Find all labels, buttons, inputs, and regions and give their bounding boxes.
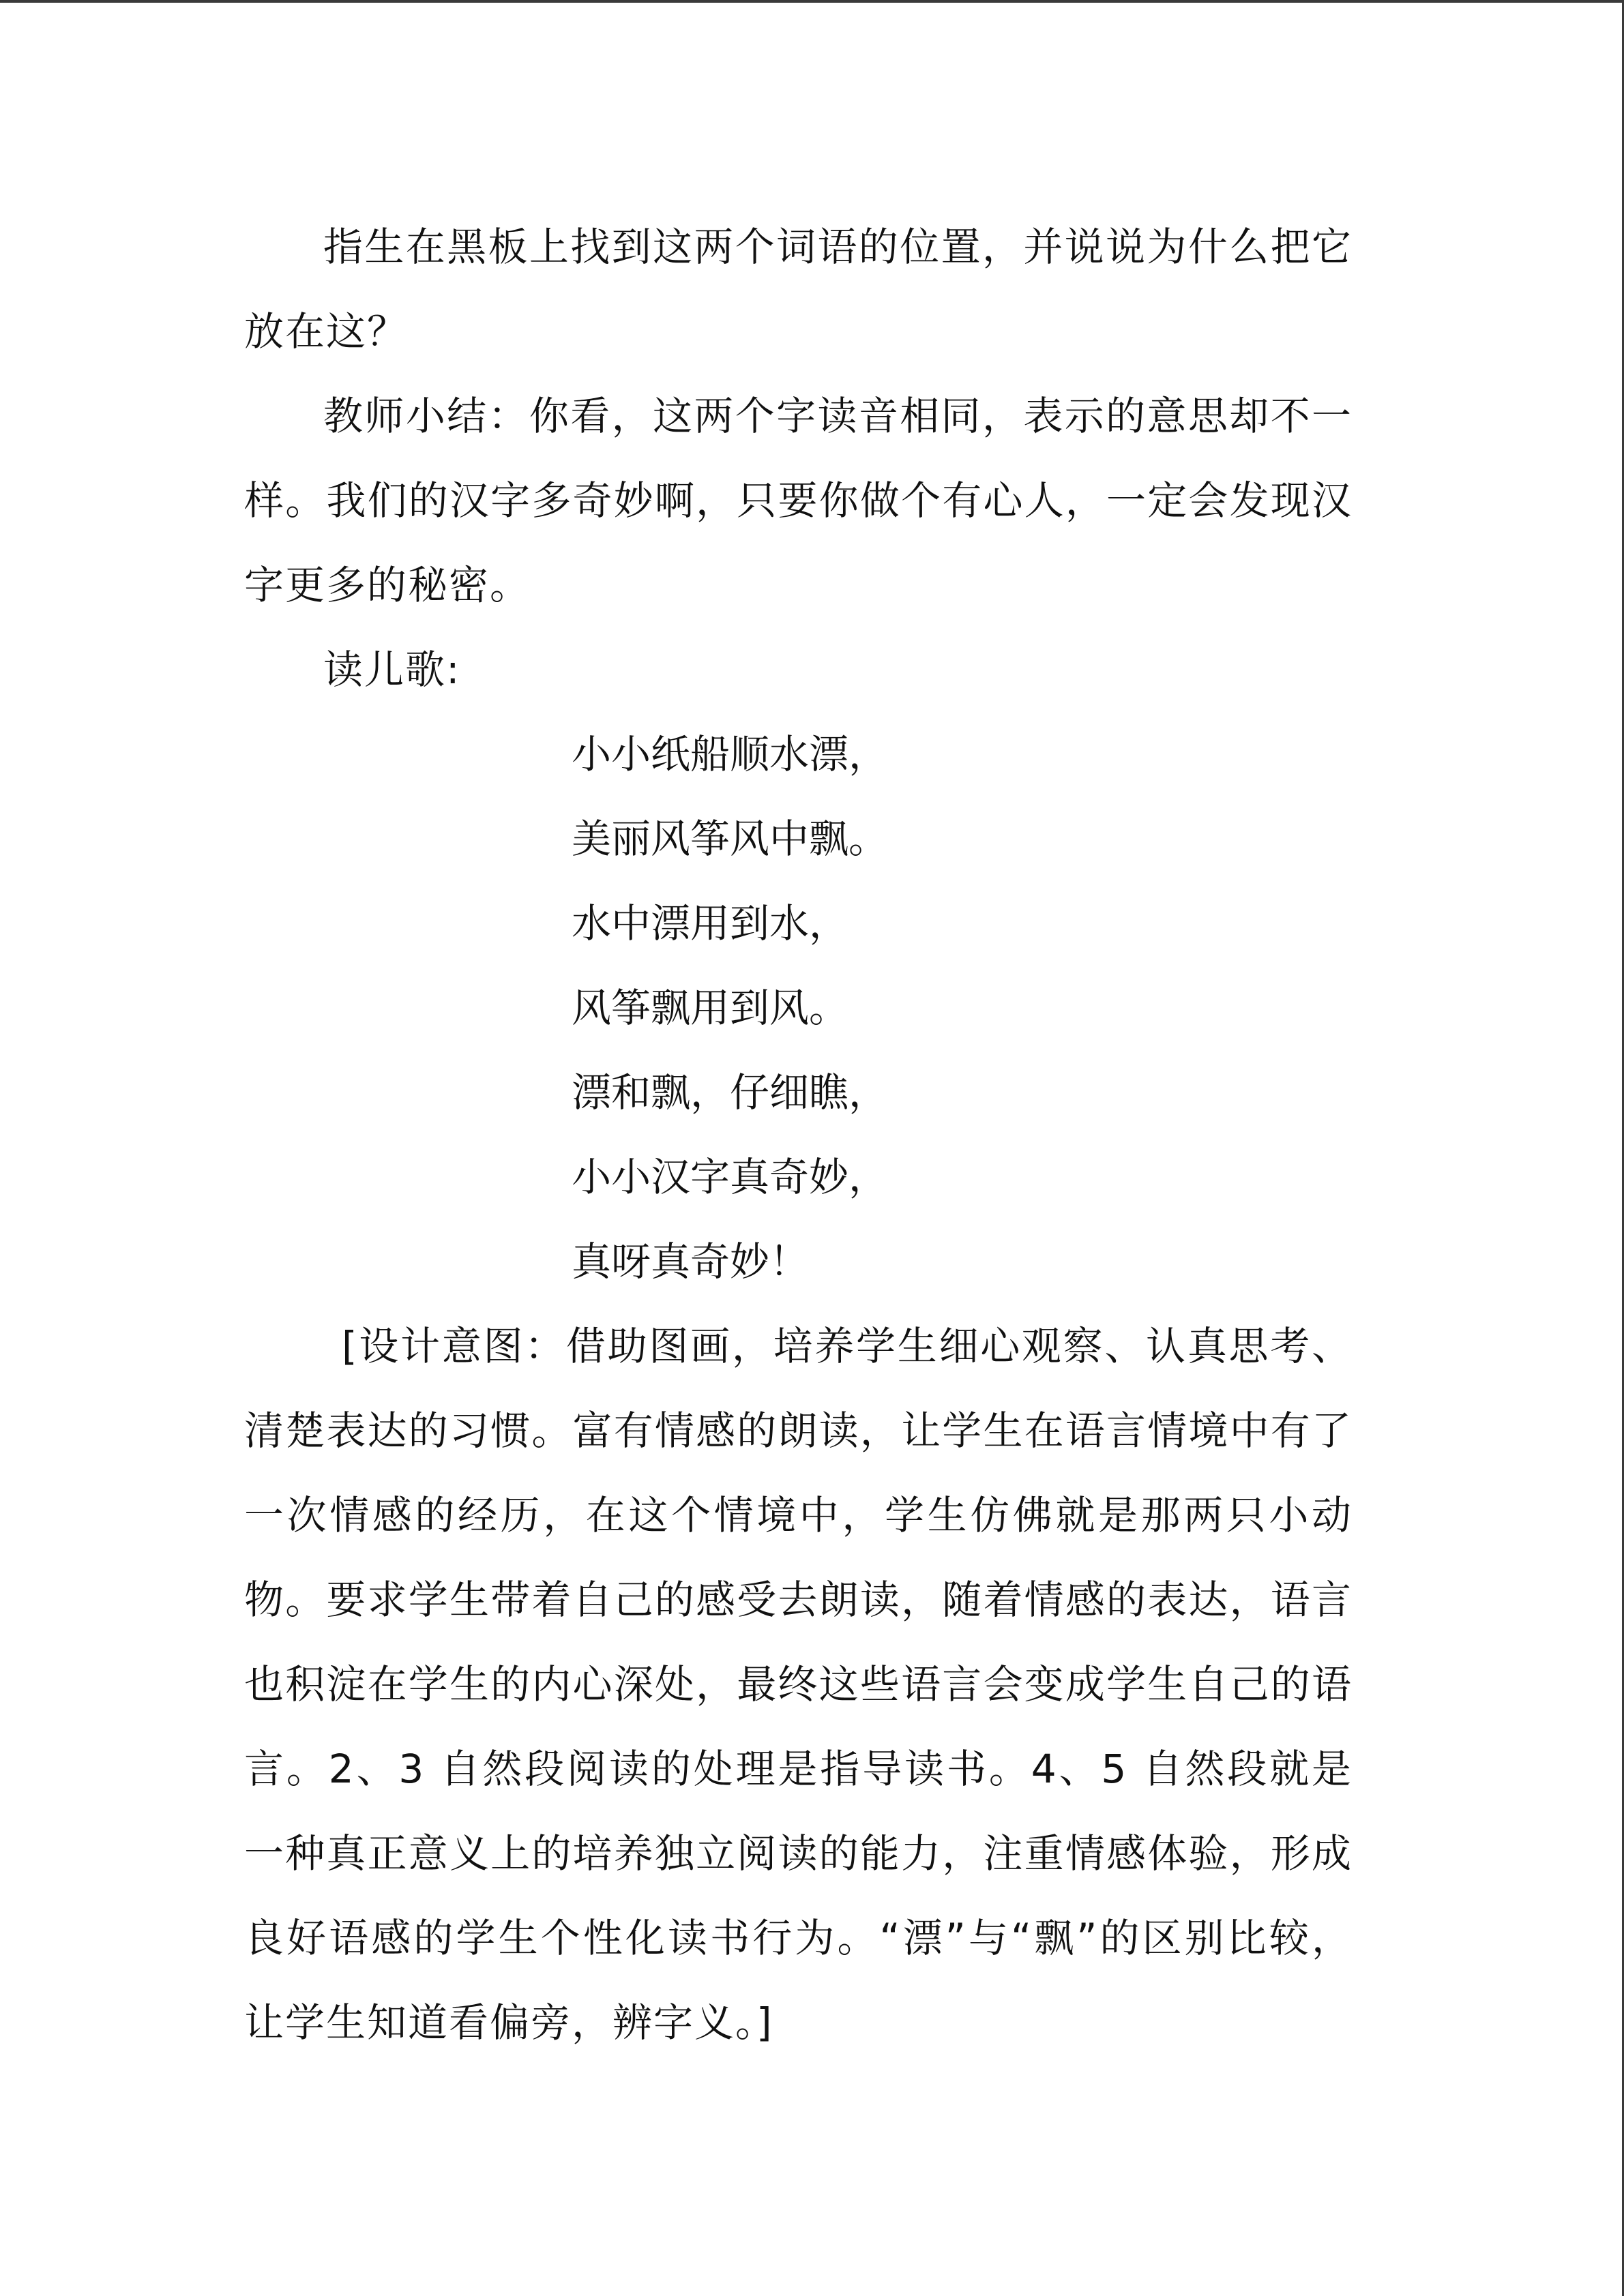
document-body (244, 205, 1353, 2065)
poem-line: 小小纸船顺水漂， (572, 731, 889, 777)
paragraph-read-song: 读儿歌: (323, 646, 461, 693)
poem-line: 漂和飘，仔细瞧， (572, 1069, 889, 1116)
paragraph-teacher-summary: 教师小结：你看，这两个字读音相同，表示的意思却不一样。我们的汉字多奇妙啊，只要你做个有心人，一定会发现汉字更多的秘密。 (244, 393, 1353, 608)
page-top-border (0, 0, 1624, 3)
children-song (244, 712, 1353, 1304)
design-intent-note: [设计意图：借助图画，培养学生细心观察、认真思考、清楚表达的习惯。富有情感的朗读，让学生在语言情境中有了一次情感的经历，在这个情境中，学生仿佛就是那两只小动物。要求学生带着自己的感受去朗读，随着情感的表达，语言也积淀在学生的内心深处，最终这些语言会变成学生自己的语言。2、3 自然段阅读的处理是指导读书。4、5 自然段就是一种真正意义上的培养独立阅读的能力，注重情感体验，形成良好语感的学生个性化读书行为。“漂”与“飘”的区别比较，让学生知道看偏旁，辨字义。] (244, 1323, 1353, 2046)
poem-line: 风筝飘用到风。 (572, 985, 849, 1031)
poem-line: 小小汉字真奇妙， (572, 1154, 889, 1200)
poem-line: 真呀真奇妙！ (572, 1238, 810, 1285)
poem-line: 美丽风筝风中飘。 (572, 816, 889, 862)
poem-line: 水中漂用到水， (572, 900, 849, 946)
paragraph-find-words: 指生在黑板上找到这两个词语的位置，并说说为什么把它放在这？ (244, 224, 1353, 355)
